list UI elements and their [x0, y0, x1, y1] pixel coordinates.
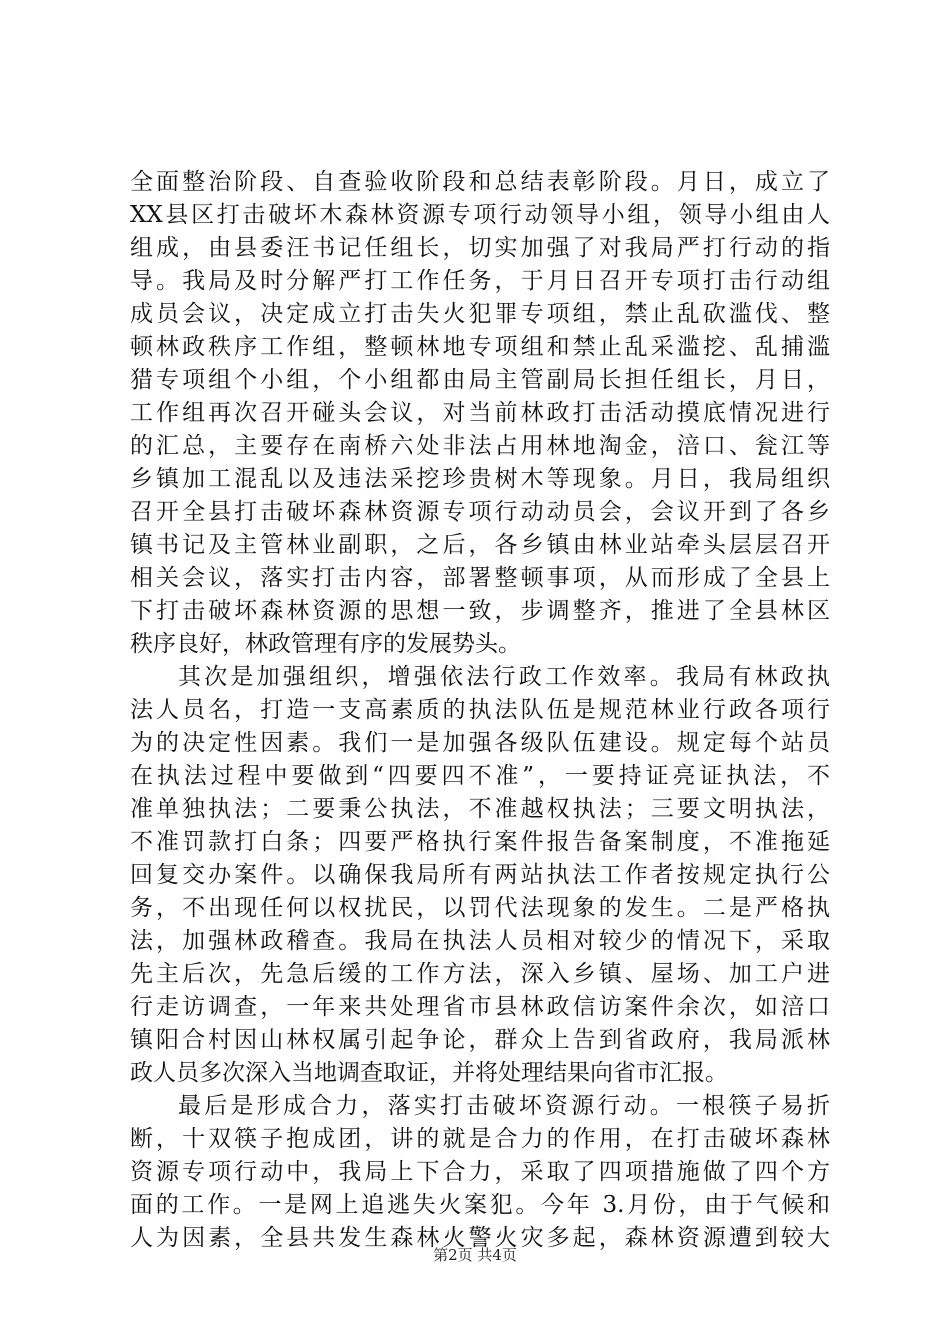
- text-line: 回复交办案件。以确保我局所有两站执法工作者按规定执行公: [130, 862, 830, 888]
- text-line: 法，加强林政稽查。我局在执法人员相对较少的情况下，采取: [130, 928, 830, 954]
- text-line: 全面整治阶段、自查验收阶段和总结表彰阶段。月日，成立了: [130, 169, 830, 195]
- text-line: 断，十双筷子抱成团，讲的就是合力的作用，在打击破坏森林: [130, 1126, 830, 1152]
- text-line: 相关会议，落实打击内容，部署整顿事项，从而形成了全县上: [130, 565, 830, 591]
- text-line: 准单独执法；二要秉公执法，不准越权执法；三要文明执法，: [130, 796, 830, 822]
- text-line: 法人员名，打造一支高素质的执法队伍是规范林业行政各项行: [130, 697, 830, 723]
- text-line: 务，不出现任何以权扰民，以罚代法现象的发生。二是严格执: [130, 895, 830, 921]
- text-line: 乡镇加工混乱以及违法采挖珍贵树木等现象。月日，我局组织: [130, 466, 830, 492]
- text-line: 行走访调查，一年来共处理省市县林政信访案件余次，如涪口: [130, 994, 830, 1020]
- text-line: 猎专项组个小组，个小组都由局主管副局长担任组长，月日，: [130, 367, 830, 393]
- text-line: 导。我局及时分解严打工作任务，于月日召开专项打击行动组: [130, 268, 830, 294]
- text-line: 顿林政秩序工作组，整顿林地专项组和禁止乱采滥挖、乱捕滥: [130, 334, 830, 360]
- text-line: 下打击破坏森林资源的思想一致，步调整齐，推进了全县林区: [130, 598, 830, 624]
- text-line: 不准罚款打白条；四要严格执行案件报告备案制度，不准拖延: [130, 829, 830, 855]
- text-line: 为的决定性因素。我们一是加强各级队伍建设。规定每个站员: [130, 730, 830, 756]
- text-line: 镇阳合村因山林权属引起争论，群众上告到省政府，我局派林: [130, 1027, 830, 1053]
- page-number: 第2页 共4页: [433, 1246, 517, 1264]
- text-line: 秩序良好，林政管理有序的发展势头。: [130, 631, 521, 657]
- text-line: 最后是形成合力，落实打击破坏资源行动。一根筷子易折: [178, 1093, 830, 1119]
- body-text: [130, 166, 830, 1255]
- text-line: 资源专项行动中，我局上下合力，采取了四项措施做了四个方: [130, 1159, 830, 1185]
- text-line: 在执法过程中要做到“四要四不准”，一要持证亮证执法，不: [130, 763, 830, 789]
- text-line: XX县区打击破坏木森林资源专项行动领导小组，领导小组由人: [130, 202, 830, 228]
- text-line: 成员会议，决定成立打击失火犯罪专项组，禁止乱砍滥伐、整: [130, 301, 830, 327]
- text-line: 其次是加强组织，增强依法行政工作效率。我局有林政执: [178, 664, 830, 690]
- text-line: 政人员多次深入当地调查取证，并将处理结果向省市汇报。: [130, 1060, 728, 1086]
- page-footer: [0, 1244, 950, 1265]
- text-line: 面的工作。一是网上追逃失火案犯。今年 3.月份，由于气候和: [130, 1192, 830, 1218]
- text-line: 先主后次，先急后缓的工作方法，深入乡镇、屋场、加工户进: [130, 961, 830, 987]
- text-line: 人为因素，全县共发生森林火警火灾多起，森林资源遭到较大: [130, 1225, 830, 1251]
- text-line: 的汇总，主要存在南桥六处非法占用林地淘金，涪口、瓮江等: [130, 433, 830, 459]
- text-line: 工作组再次召开碰头会议，对当前林政打击活动摸底情况进行: [130, 400, 830, 426]
- text-line: 召开全县打击破坏森林资源专项行动动员会，会议开到了各乡: [130, 499, 830, 525]
- text-line: 镇书记及主管林业副职，之后，各乡镇由林业站牵头层层召开: [130, 532, 830, 558]
- text-line: 组成，由县委汪书记任组长，切实加强了对我局严打行动的指: [130, 235, 830, 261]
